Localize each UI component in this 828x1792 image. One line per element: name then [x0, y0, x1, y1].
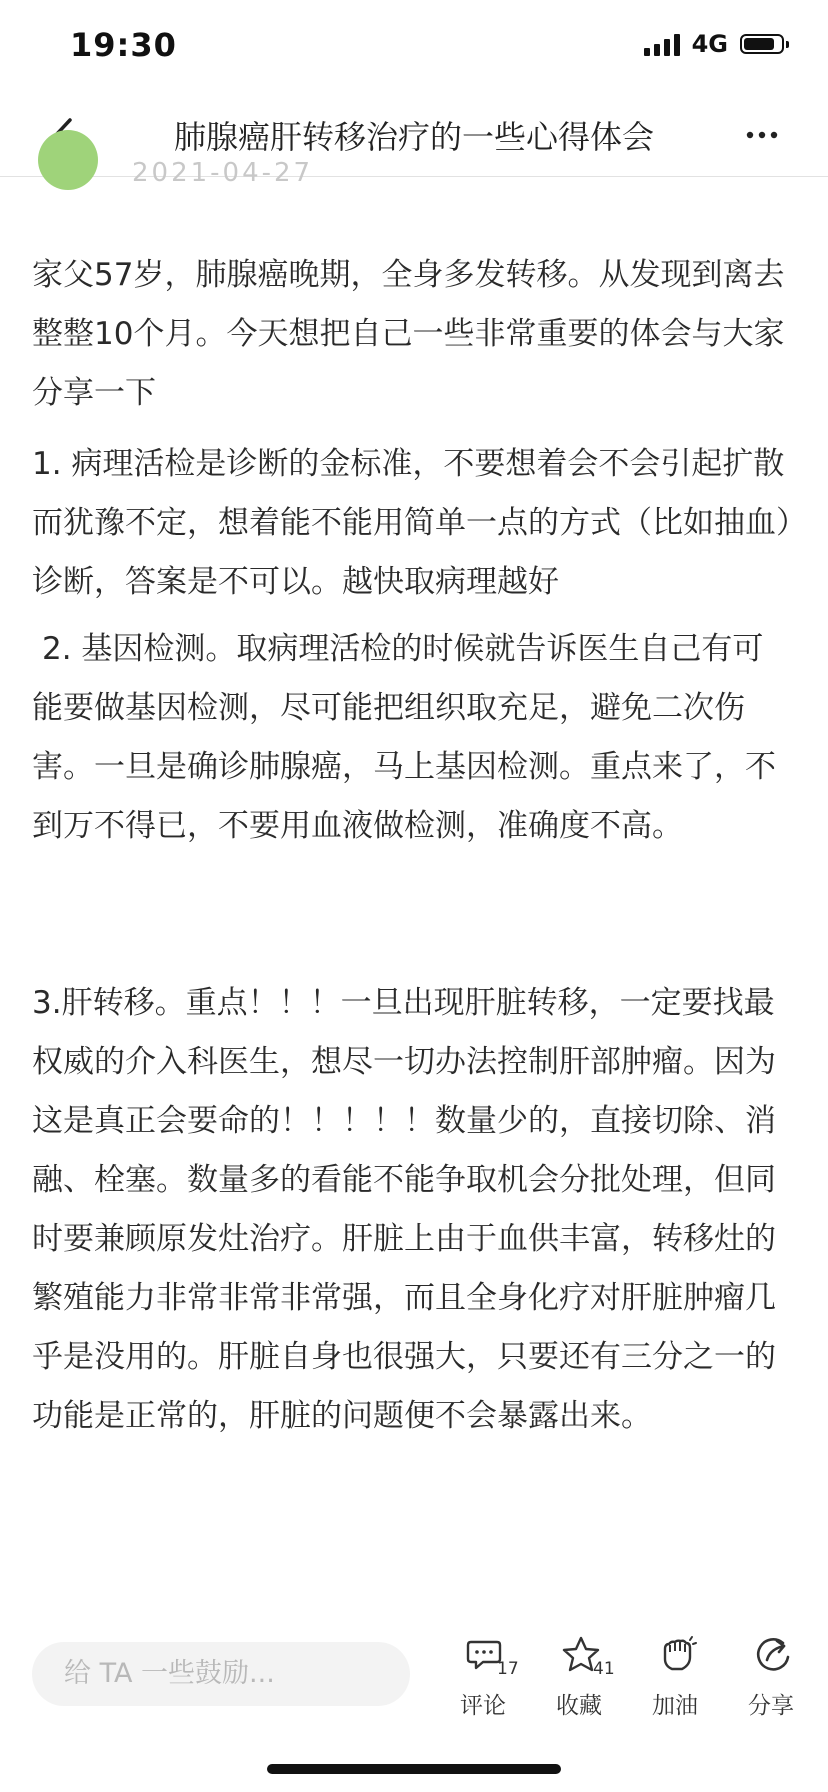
avatar[interactable]	[38, 130, 98, 190]
page-title: 肺腺癌肝转移治疗的一些心得体会	[173, 118, 654, 156]
comment-label: 评论	[460, 1693, 506, 1719]
paragraph-gap	[32, 856, 792, 974]
more-dots-icon	[732, 110, 792, 160]
comment-count: 17	[497, 1659, 519, 1679]
share-icon	[753, 1635, 793, 1675]
article-paragraph-intro: 家父57岁，肺腺癌晚期，全身多发转移。从发现到离去整整10个月。今天想把自己一些非常重要的体会与大家分享一下	[32, 257, 785, 411]
share-label: 分享	[748, 1693, 794, 1719]
article-paragraph-1: 1. 病理活检是诊断的金标准，不要想着会不会引起扩散而犹豫不定，想着能不能用简单一点的方式（比如抽血）诊断，答案是不可以。越快取病理越好	[32, 446, 792, 600]
home-indicator	[267, 1764, 561, 1774]
battery-icon	[740, 34, 784, 54]
comment-input[interactable]: 给 TA 一些鼓励...	[32, 1642, 410, 1706]
network-type: 4G	[691, 30, 728, 58]
more-button[interactable]	[732, 110, 792, 160]
article-paragraph-2: 2. 基因检测。取病理活检的时候就告诉医生自己有可能要做基因检测，尽可能把组织取充足，避免二次伤害。一旦是确诊肺腺癌，马上基因检测。重点来了，不到万不得已，不要用血液做检测，准确度不高。	[32, 631, 776, 844]
cheer-label: 加油	[652, 1693, 698, 1719]
status-bar	[0, 0, 828, 92]
author-row	[0, 158, 828, 190]
comment-button[interactable]	[443, 1635, 523, 1719]
article-body	[32, 246, 792, 1446]
fist-icon	[657, 1635, 697, 1675]
share-button[interactable]	[731, 1635, 811, 1719]
cheer-button[interactable]	[635, 1635, 715, 1719]
favorite-label: 收藏	[556, 1693, 602, 1719]
favorite-button[interactable]	[539, 1635, 619, 1719]
favorite-count: 41	[593, 1659, 615, 1679]
signal-icon	[644, 32, 680, 56]
article-paragraph-3: 3.肝转移。重点！！！一旦出现肝脏转移，一定要找最权威的介入科医生，想尽一切办法控制肝部肿瘤。因为这是真正会要命的！！！！！数量少的，直接切除、消融、栓塞。数量多的看能不能争取机会分批处理，但同时要兼顾原发灶治疗。肝脏上由于血供丰富，转移灶的繁殖能力非常非常非常强，而且全身化疗对肝脏肿瘤几乎是没用的。肝脏自身也很强大，只要还有三分之一的功能是正常的，肝脏的问题便不会暴露出来。	[32, 985, 776, 1434]
nav-bar	[0, 92, 828, 177]
status-time: 19:30	[70, 26, 177, 64]
status-indicators	[644, 30, 784, 58]
post-date: 2021-04-27	[132, 158, 314, 188]
